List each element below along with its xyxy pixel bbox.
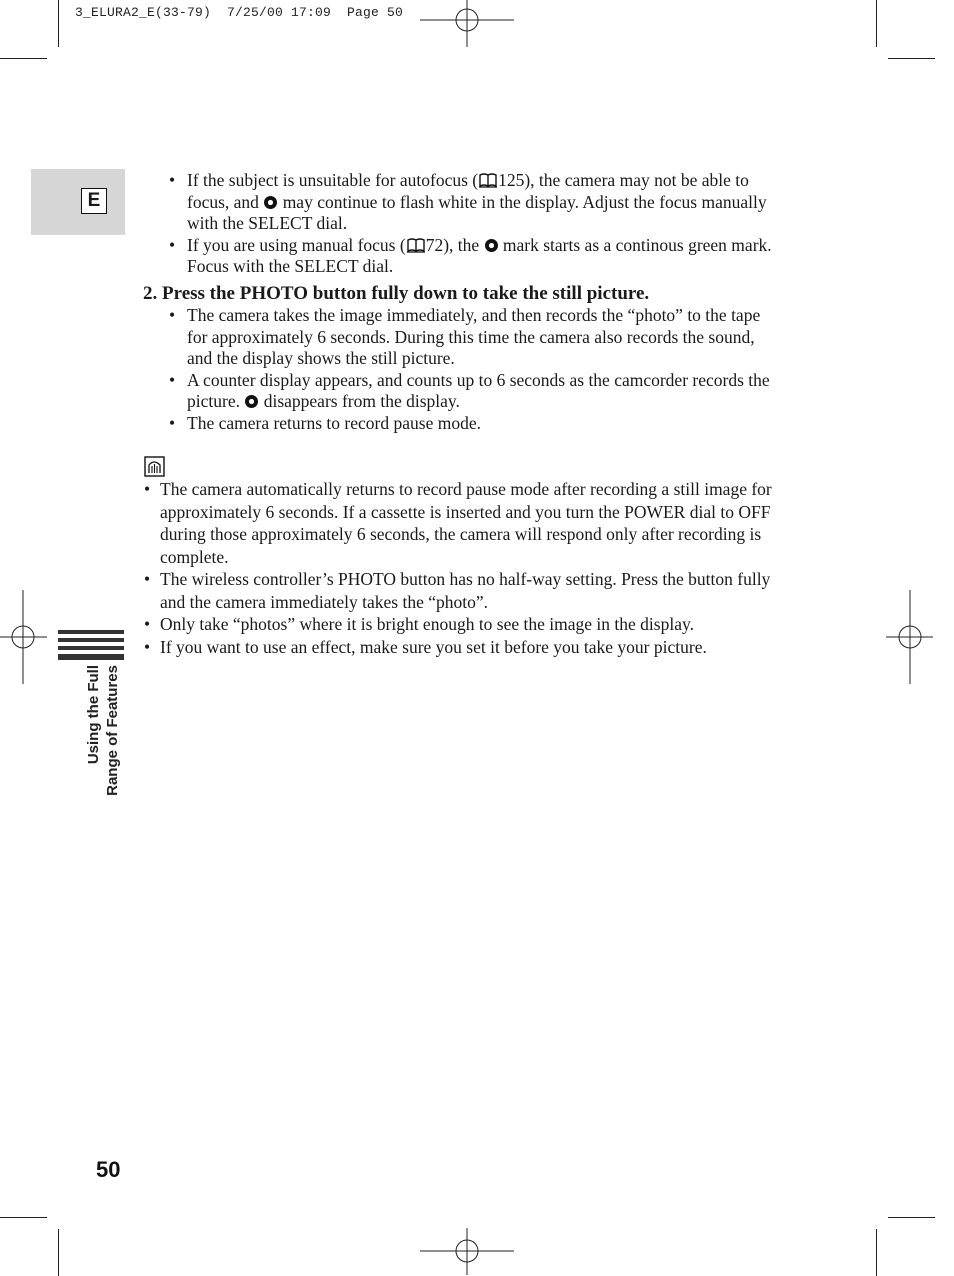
list-item: • If you are using manual focus ( 72), the mark starts as a continous green mark. Focus with the SELECT dial. <box>167 235 782 278</box>
crop-mark-bottom-right-vertical <box>876 1229 877 1276</box>
list-item: • The camera takes the image immediately, and then records the “photo” to the tape for approximately 6 seconds. During this time the camera also records the sound, and the display shows the still picture. <box>167 305 782 370</box>
step2-heading: 2. Press the PHOTO button fully down to take the still picture. <box>143 283 650 304</box>
book-reference-icon <box>478 172 498 188</box>
crop-mark-top-right-vertical <box>876 0 877 47</box>
crop-mark-bottom-left-horizontal <box>0 1217 47 1218</box>
side-title-line2: Range of Features <box>104 665 121 796</box>
registration-mark-bottom-icon <box>420 1228 516 1276</box>
section-bar-2 <box>58 638 124 642</box>
book-reference-icon <box>406 237 426 253</box>
focus-mark-icon <box>263 195 278 210</box>
list-item: • If the subject is unsuitable for autofocus ( 125), the camera may not be able to focus, and may continue to flash white in the display. Adjust the focus manually with the SELECT dial. <box>167 170 782 235</box>
side-section-title <box>84 665 122 825</box>
list-item: • Only take “photos” where it is bright enough to see the image in the display. <box>143 613 793 636</box>
section-bar-4 <box>58 654 124 660</box>
crop-mark-top-right-horizontal <box>888 58 935 59</box>
crop-mark-bottom-right-horizontal <box>888 1217 935 1218</box>
note-icon <box>144 456 165 477</box>
section-bar-1 <box>58 630 124 634</box>
language-tab <box>31 169 125 235</box>
crop-mark-top-left-vertical <box>58 0 59 47</box>
list-item: • The wireless controller’s PHOTO button has no half-way setting. Press the button fully and the camera immediately takes the “photo”. <box>143 568 793 613</box>
section-bar-3 <box>58 646 124 650</box>
print-header: 3_ELURA2_E(33-79) 7/25/00 17:09 Page 50 <box>75 5 404 20</box>
list-item: • If you want to use an effect, make sure you set it before you take your picture. <box>143 636 793 659</box>
side-title-line1: Using the Full <box>85 665 102 765</box>
focus-mark-icon <box>244 394 259 409</box>
focus-mark-icon <box>484 238 499 253</box>
notes-list <box>143 478 793 658</box>
list-item: • A counter display appears, and counts up to 6 seconds as the camcorder records the picture. disappears from the display. <box>167 370 782 413</box>
list-item: • The camera returns to record pause mode. <box>167 413 782 435</box>
registration-mark-right-icon <box>886 590 934 686</box>
step2-bullet-list <box>167 305 782 434</box>
step1-bullet-list <box>167 170 782 278</box>
page-number: 50 <box>96 1157 121 1182</box>
registration-mark-left-icon <box>0 590 48 686</box>
language-tab-letter: E <box>81 188 107 214</box>
crop-mark-bottom-left-vertical <box>58 1229 59 1276</box>
list-item: • The camera automatically returns to record pause mode after recording a still image for approximately 6 seconds. If a cassette is inserted and you turn the POWER dial to OFF during those approximately 6 seconds, the camera will respond only after recording is complete. <box>143 478 793 568</box>
crop-mark-top-left-horizontal <box>0 58 47 59</box>
registration-mark-top-icon <box>420 0 516 48</box>
